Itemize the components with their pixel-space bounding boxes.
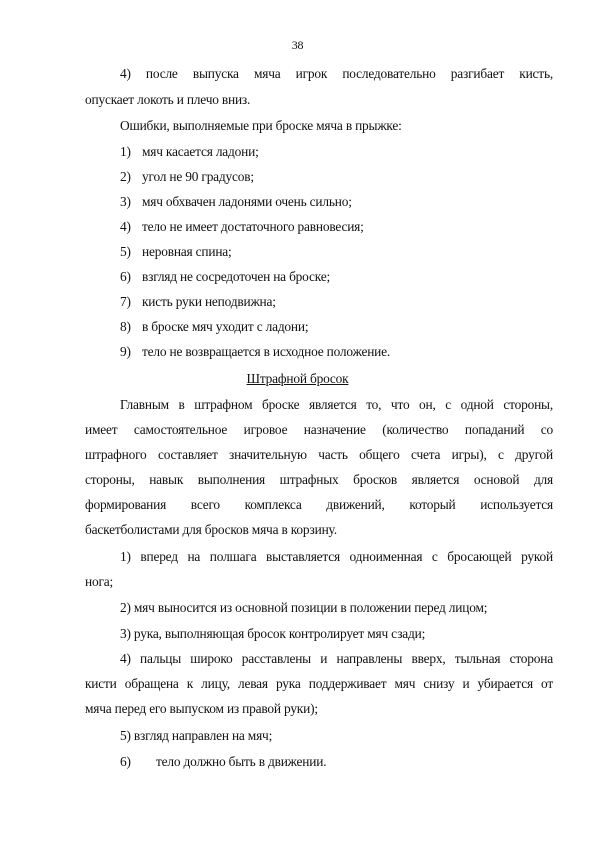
intro-line-2: опускает локоть и плечо вниз. (85, 92, 251, 107)
list-item (120, 344, 390, 360)
paragraph-line: формирования всего комплекса движений, который используется (85, 497, 553, 512)
list-item-text: тело не имеет достаточного равновесия; (142, 219, 364, 234)
step-4-line-1: 4) пальцы широко расставлены и направлены вверх, тыльная сторона (120, 651, 553, 666)
list-item (120, 169, 254, 185)
list-item-number: 3) (120, 194, 131, 209)
step-3: 3) рука, выполняющая бросок контролирует мяч сзади; (120, 626, 426, 641)
page-number: 38 (291, 38, 304, 52)
list-item (120, 219, 364, 235)
list-item-text: в броске мяч уходит с ладони; (142, 319, 309, 334)
list-item (120, 319, 308, 335)
list-item (120, 294, 276, 310)
list-item (120, 244, 232, 260)
list-item-number: 1) (120, 144, 131, 159)
list-item-number: 5) (120, 244, 131, 259)
list-item-text: неровная спина; (142, 244, 232, 259)
list-item (120, 269, 330, 285)
list-item-text: угол не 90 градусов; (142, 169, 254, 184)
list-item-number: 2) (120, 169, 131, 184)
step-6-text: тело должно быть в движении. (156, 754, 327, 769)
section-heading: Штрафной бросок (246, 371, 349, 386)
list-item-text: мяч касается ладони; (142, 144, 259, 159)
step-6-number: 6) (120, 754, 131, 769)
list-item-text: мяч обхвачен ладонями очень сильно; (142, 194, 352, 209)
list-item-number: 6) (120, 269, 131, 284)
paragraph-line: Главным в штрафном броске является то, что он, с одной стороны, (120, 397, 553, 412)
list-item (120, 194, 352, 210)
list-item-number: 4) (120, 219, 131, 234)
step-2: 2) мяч выносится из основной позиции в положении перед лицом; (120, 600, 488, 615)
paragraph-line: баскетболистами для бросков мяча в корзину. (85, 522, 337, 537)
intro-line-1: 4) после выпуска мяча игрок последовательно разгибает кисть, (120, 66, 553, 81)
step-5: 5) взгляд направлен на мяч; (120, 728, 273, 743)
list-item (120, 144, 259, 160)
step-4-line-2: кисти обращена к лицу, левая рука поддерживает мяч снизу и убирается от (85, 676, 553, 691)
step-4-line-3: мяча перед его выпуском из правой руки); (85, 701, 318, 716)
paragraph-line: стороны, навык выполнения штрафных бросков является основой для (85, 472, 553, 487)
list-item-number: 9) (120, 344, 131, 359)
step-1-line-1: 1) вперед на полшага выставляется одноименная с бросающей рукой (120, 549, 553, 564)
paragraph-line: штрафного составляет значительную часть общего счета игры), с другой (85, 447, 553, 462)
list-item-text: кисть руки неподвижна; (142, 294, 276, 309)
list-item-number: 8) (120, 319, 131, 334)
errors-title: Ошибки, выполняемые при броске мяча в прыжке: (120, 118, 402, 133)
list-item-number: 7) (120, 294, 131, 309)
step-1-line-2: нога; (85, 574, 114, 589)
list-item-text: тело не возвращается в исходное положение. (142, 344, 391, 359)
list-item-text: взгляд не сосредоточен на броске; (142, 269, 330, 284)
paragraph-line: имеет самостоятельное игровое назначение (количество попаданий со (85, 422, 553, 437)
step-6 (120, 754, 326, 770)
